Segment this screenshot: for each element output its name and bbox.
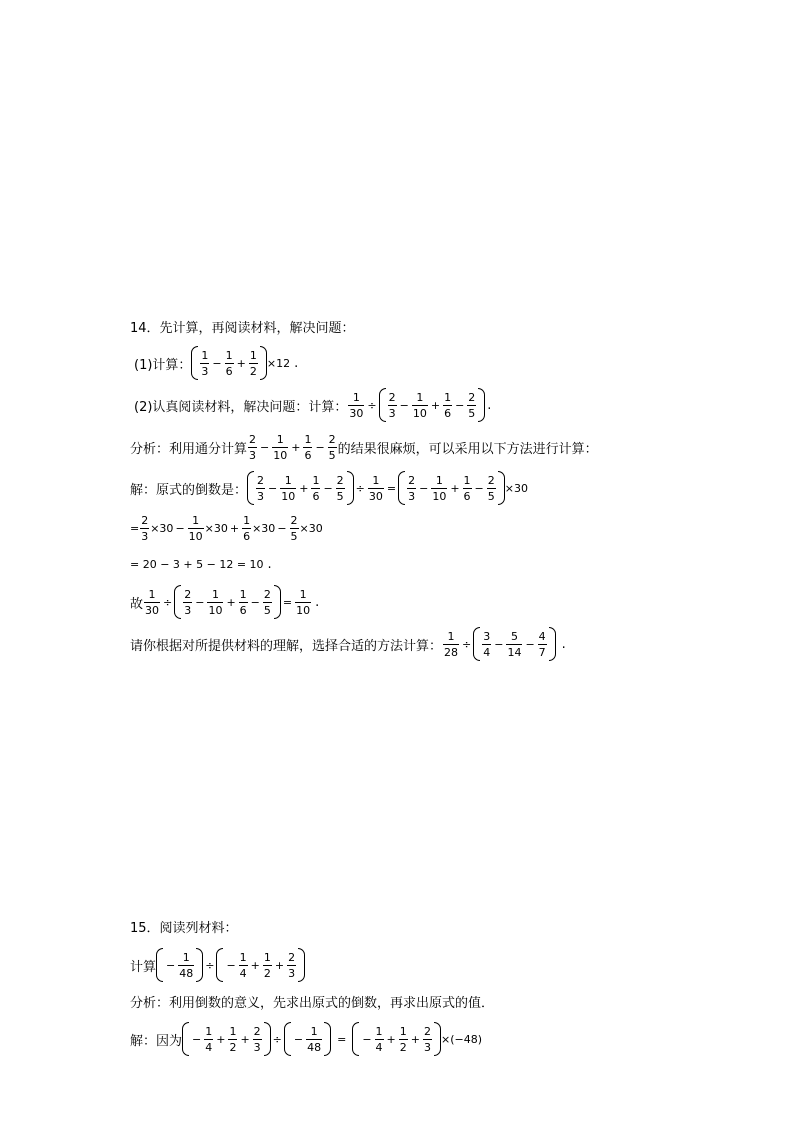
times-thirty: ×30 [299,521,323,535]
numerator: 1 [444,390,452,404]
fraction [375,1025,384,1054]
fraction [431,474,447,503]
numerator: 1 [211,587,219,601]
numerator: 1 [375,1024,383,1038]
minus-sign: − [277,521,287,535]
denominator: 10 [296,603,311,617]
denominator: 4 [483,645,491,659]
fraction [225,349,234,378]
denominator: 2 [263,966,271,980]
minus-sign: − [419,481,429,495]
numerator: 1 [352,390,360,404]
numerator: 3 [483,629,491,643]
minus-sign: − [455,398,465,412]
numerator: 1 [304,432,312,446]
calc-label: 计算 [130,959,157,975]
fraction [306,1025,322,1054]
conclusion-label: 故 [130,596,144,612]
fraction [328,433,337,462]
plus-sign: + [226,595,236,609]
minus-sign: − [494,637,504,651]
denominator: 2 [229,1040,237,1054]
numerator: 1 [299,587,307,601]
numerator: 1 [192,513,200,527]
denominator: 3 [408,489,416,503]
numerator: 1 [463,473,471,487]
denominator: 30 [349,406,364,420]
fraction [467,391,476,420]
denominator: 4 [375,1040,383,1054]
minus-sign: − [175,521,185,535]
minus-sign: − [525,637,535,651]
denominator: 14 [507,645,522,659]
fraction [482,630,491,659]
q14-conclusion [130,583,319,621]
fraction [263,951,272,980]
fraction [412,391,428,420]
fraction [178,951,194,980]
fraction [336,474,345,503]
calculation-result: = 20 − 3 + 5 − 12 = 10 [130,557,264,571]
denominator: 30 [145,603,160,617]
numerator: 1 [182,950,190,964]
minus-sign: − [260,440,270,454]
numerator: 1 [372,473,380,487]
numerator: 2 [388,390,396,404]
numerator: 2 [336,473,344,487]
numerator: 1 [399,1024,407,1038]
paren-right [260,346,267,380]
paren-left [216,948,223,982]
paren-right [478,388,485,422]
fraction [253,1025,262,1054]
fraction [311,474,320,503]
fraction [368,474,384,503]
plus-sign: + [216,1032,226,1046]
numerator: 2 [249,432,257,446]
numerator: 2 [423,1024,431,1038]
fraction [249,349,258,378]
denominator: 5 [328,448,336,462]
numerator: 5 [510,629,518,643]
denominator: 3 [141,529,149,543]
paren-left [182,1022,189,1056]
divide-sign: ÷ [205,958,215,972]
fraction [272,433,288,462]
numerator: 1 [239,587,247,601]
numerator: 1 [225,348,233,362]
numerator: 1 [310,1024,318,1038]
q14-solution-line2 [130,511,323,545]
q15-intro-text: 15．阅读列材料： [130,920,238,936]
plus-sign: + [299,481,309,495]
paren-left [379,388,386,422]
numerator: 1 [239,950,247,964]
plus-sign: + [236,356,246,370]
fraction [239,588,248,617]
numerator: 1 [148,587,156,601]
numerator: 2 [487,473,495,487]
fraction [280,474,296,503]
fraction [239,951,248,980]
numerator: 1 [201,348,209,362]
fraction [348,391,364,420]
numerator: 4 [538,629,546,643]
denominator: 3 [388,406,396,420]
denominator: 6 [239,603,247,617]
denominator: 28 [444,645,459,659]
denominator: 3 [288,966,296,980]
times-thirty: ×30 [504,481,528,495]
fraction [207,588,223,617]
q14-part2 [134,386,491,424]
fraction [506,630,522,659]
numerator: 2 [468,390,476,404]
plus-sign: + [291,440,301,454]
denominator: 2 [399,1040,407,1054]
denominator: 5 [336,489,344,503]
numerator: 1 [276,432,284,446]
denominator: 3 [423,1040,431,1054]
plus-sign: + [274,958,285,972]
numerator: 1 [435,473,443,487]
negative-sign: − [293,1032,304,1046]
fraction [303,433,312,462]
plus-sign: + [410,1032,420,1046]
q14-part1 [134,344,298,382]
paren-left [352,1022,359,1056]
paren-left [156,948,163,982]
fraction [204,1025,213,1054]
paren-right [196,948,203,982]
times-neg-48: ×(−48) [440,1032,482,1046]
numerator: 2 [253,1024,261,1038]
denominator: 6 [444,406,452,420]
denominator: 5 [290,529,298,543]
fraction [443,391,452,420]
fraction [388,391,397,420]
denominator: 6 [304,448,312,462]
part2-label: (2)认真阅读材料，解决问题：计算： [134,399,348,415]
fraction [200,349,209,378]
divide-sign: ÷ [163,595,173,609]
paren-right [274,585,281,619]
numerator: 2 [257,473,265,487]
minus-sign: − [212,356,222,370]
q15-solution [130,1020,482,1058]
paren-left [284,1022,291,1056]
denominator: 6 [225,364,233,378]
denominator: 6 [312,489,320,503]
numerator: 1 [229,1024,237,1038]
period: . [561,636,566,652]
q15-intro [130,916,238,936]
fraction [295,588,311,617]
paren-right [264,1022,271,1056]
q15-analysis-text: 分析：利用倒数的意义，先求出原式的倒数，再求出原式的值． [130,995,495,1011]
denominator: 5 [468,406,476,420]
numerator: 1 [284,473,292,487]
q14-solution-line1 [130,469,528,507]
q15-solution-label: 解：因为 [130,1033,183,1049]
analysis-text-a: 分析：利用通分计算 [130,441,248,457]
fraction [242,514,251,543]
minus-sign: − [474,481,484,495]
paren-right [347,471,354,505]
minus-sign: − [399,398,409,412]
denominator: 3 [249,448,257,462]
paren-left [247,471,254,505]
numerator: 2 [184,587,192,601]
q14-analysis [130,430,598,464]
numerator: 2 [408,473,416,487]
denominator: 4 [239,966,247,980]
denominator: 10 [432,489,447,503]
denominator: 30 [368,489,383,503]
numerator: 1 [205,1024,213,1038]
numerator: 1 [312,473,320,487]
denominator: 2 [249,364,257,378]
times-thirty: ×30 [204,521,228,535]
solution-label: 解：原式的倒数是： [130,482,248,498]
fraction [290,514,299,543]
denominator: 5 [263,603,271,617]
period: . [487,397,492,413]
numerator: 2 [141,513,149,527]
times-thirty: ×30 [252,521,276,535]
denominator: 3 [201,364,209,378]
denominator: 3 [184,603,192,617]
fraction [248,433,257,462]
paren-left [174,585,181,619]
denominator: 6 [243,529,251,543]
denominator: 3 [253,1040,261,1054]
numerator: 2 [288,950,296,964]
q14-intro-text: 14．先计算，再阅读材料，解决问题： [130,320,355,336]
fraction [443,630,459,659]
fraction [287,951,296,980]
paren-left [398,471,405,505]
denominator: 6 [463,489,471,503]
plus-sign: + [386,1032,396,1046]
numerator: 2 [263,587,271,601]
analysis-text-b: 的结果很麻烦，可以采用以下方法进行计算： [337,441,598,457]
denominator: 10 [208,603,223,617]
numerator: 1 [249,348,257,362]
q14-question [130,625,566,663]
fraction [407,474,416,503]
divide-sign: ÷ [367,398,377,412]
q14-solution-line3 [130,554,272,574]
times-twelve: ×12 [266,356,291,370]
negative-sign: − [166,958,176,972]
paren-right [498,471,505,505]
paren-right [324,1022,331,1056]
numerator: 1 [416,390,424,404]
part1-label: (1)计算： [134,357,192,373]
paren-right [434,1022,441,1056]
denominator: 3 [257,489,265,503]
q15-analysis [130,991,494,1011]
period: . [267,556,272,572]
minus-sign: − [315,440,325,454]
fraction [538,630,547,659]
q14-intro [130,316,355,336]
equals-sign: = [282,595,293,609]
denominator: 10 [412,406,427,420]
plus-sign: + [229,521,240,535]
period: . [294,355,299,371]
paren-left [473,627,480,661]
fraction [423,1025,432,1054]
minus-sign: − [195,595,205,609]
fraction [463,474,472,503]
fraction [263,588,272,617]
fraction [188,514,204,543]
equals-sign: = [130,521,140,535]
minus-sign: − [323,481,333,495]
divide-sign: ÷ [462,637,472,651]
times-thirty: ×30 [150,521,174,535]
negative-sign: − [362,1032,372,1046]
fraction [487,474,496,503]
fraction [183,588,192,617]
plus-sign: + [450,481,460,495]
paren-left [191,346,198,380]
denominator: 10 [281,489,296,503]
negative-sign: − [192,1032,202,1046]
denominator: 5 [487,489,495,503]
question-text: 请你根据对所提供材料的理解，选择合适的方法计算： [130,638,443,654]
fraction [399,1025,408,1054]
denominator: 10 [188,529,203,543]
divide-sign: ÷ [355,481,365,495]
plus-sign: + [430,398,441,412]
q15-calc [130,946,305,984]
equals-sign: = [386,481,397,495]
numerator: 1 [447,629,455,643]
minus-sign: − [268,481,278,495]
plus-sign: + [240,1032,250,1046]
denominator: 7 [538,645,546,659]
minus-sign: − [250,595,260,609]
fraction [256,474,265,503]
denominator: 48 [179,966,194,980]
plus-sign: + [250,958,260,972]
equals-sign: = [337,1032,347,1046]
fraction [144,588,160,617]
period: . [315,594,320,610]
numerator: 1 [263,950,271,964]
numerator: 1 [243,513,251,527]
numerator: 2 [290,513,298,527]
fraction [140,514,149,543]
divide-sign: ÷ [272,1032,282,1046]
negative-sign: − [226,958,236,972]
numerator: 2 [328,432,336,446]
denominator: 48 [307,1040,322,1054]
denominator: 10 [273,448,288,462]
paren-right [549,627,556,661]
paren-right [298,948,305,982]
fraction [228,1025,237,1054]
denominator: 4 [205,1040,213,1054]
